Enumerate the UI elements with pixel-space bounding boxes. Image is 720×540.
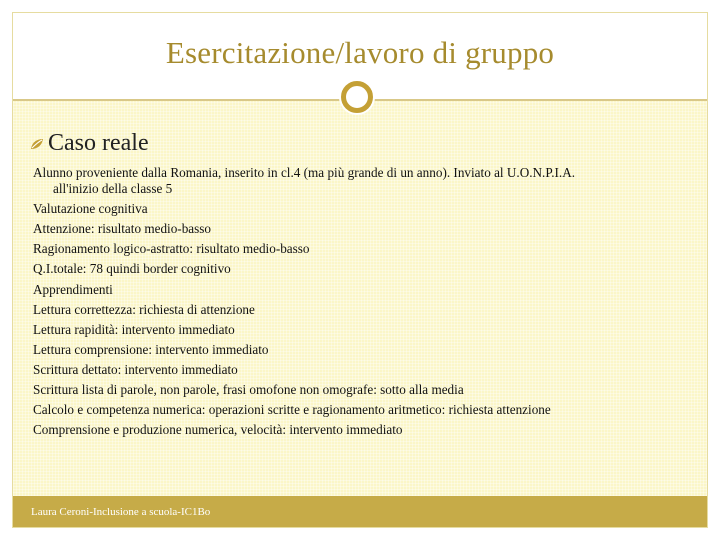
body-line: Valutazione cognitiva [33,201,148,217]
footer-bar [13,496,707,527]
body-line: Calcolo e competenza numerica: operazioni scritte e ragionamento aritmetico: richiesta attenzione [33,402,551,418]
bullet-heading [30,128,149,158]
body-line: Scrittura lista di parole, non parole, frasi omofone non omografe: sotto alla media [33,382,464,398]
body-line: Lettura correttezza: richiesta di attenzione [33,301,255,317]
bullet-leaf-icon [30,137,44,151]
body-line: all'inizio della classe 5 [53,181,173,197]
body-line: Lettura comprensione: intervento immediato [33,341,269,357]
body-text [33,163,683,440]
body-line: Q.I.totale: 78 quindi border cognitivo [33,261,231,277]
heading-text: Caso reale [48,129,149,156]
body-line: Comprensione e produzione numerica, velocità: intervento immediato [33,422,403,438]
body-line: Attenzione: risultato medio-basso [33,221,211,237]
body-line: Apprendimenti [33,281,113,297]
body-line: Lettura rapidità: intervento immediato [33,321,235,337]
slide-title: Esercitazione/lavoro di gruppo [165,35,555,70]
body-line: Scrittura dettato: intervento immediato [33,361,238,377]
body-line: Ragionamento logico-astratto: risultato medio-basso [33,241,310,257]
body-line: Alunno proveniente dalla Romania, inserito in cl.4 (ma più grande di un anno). Inviato al U.O.N.P.I.A. [33,165,576,180]
slide [12,12,708,528]
circle-emblem-icon [341,81,373,113]
footer-text: Laura Ceroni-Inclusione a scuola-IC1Bo [31,506,211,518]
